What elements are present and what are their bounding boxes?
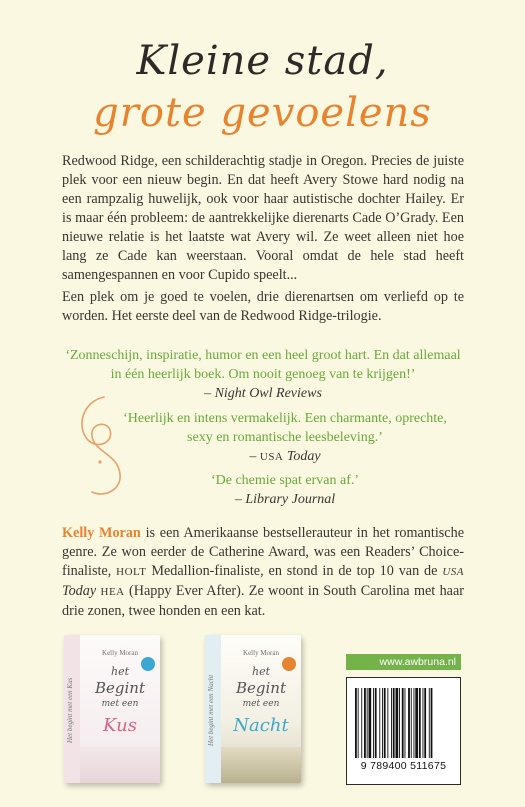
headline-line-2: grote gevoelens xyxy=(93,90,432,136)
barcode-bar xyxy=(355,688,357,758)
book-spine-title: Het begint met een Kus xyxy=(66,677,74,743)
blurb-paragraph-1: Redwood Ridge, een schilderachtig stadje in Oregon. Precies de juiste plek voor een nieuw begin. En dat heeft Avery Stowe hard nodig na een rampzalig huwelijk, ook voor haar autistische dochter Hailey. Er is maar één probleem: de aantrekkelijke dierenarts Cade O’Grady. Een nieuwe relatie is het laatste wat Avery wil. Ze weet alleen niet hoe lang ze Cade kan weerstaan. Vooral omdat de hele stad heeft samengespannen en voor Cupido speelt... xyxy=(62,153,464,283)
barcode-bar xyxy=(358,688,359,758)
isbn-number: 9 789400 511675 xyxy=(360,760,447,772)
barcode-bar xyxy=(411,688,412,758)
review-quote-text: ‘Heerlijk en intens vermakelijk. Een charmante, oprechte, sexy en romantische leesbeleving.’ xyxy=(123,411,447,445)
isbn-barcode xyxy=(346,677,461,785)
barcode-bar xyxy=(387,688,388,758)
barcode-bar xyxy=(431,688,433,758)
publisher-url[interactable]: www.awbruna.nl xyxy=(346,654,461,670)
author-bio: Kelly Moran is een Amerikaanse bestsellerauteur in het romantische genre. Ze won eerder de Catherine Award, was een Readers’ Choice-finaliste, HOLT Medallion-finaliste, en stond in de top 10 van de USA Today HEA (Happy Ever After). Ze woont in South Carolina met haar drie zonen, twee honden en een kat. xyxy=(62,525,465,619)
barcode-bar xyxy=(361,688,362,758)
review-quote-2 xyxy=(120,409,450,467)
book-author: Kelly Moran xyxy=(102,649,138,657)
headline-line-1: Kleine stad, xyxy=(136,38,389,84)
decorative-swirl-icon xyxy=(74,392,124,502)
blurb-paragraph-2: Een plek om je goed te voelen, drie dierenartsen om verliefd op te worden. Het eerste deel van de Redwood Ridge-trilogie. xyxy=(62,289,464,324)
barcode-bar xyxy=(373,688,374,758)
book-spine-title: Het begint met een Nacht xyxy=(207,674,215,746)
barcode-bar xyxy=(402,688,404,758)
review-quote-text: ‘De chemie spat ervan af.’ xyxy=(210,473,360,488)
cover-illustration xyxy=(221,747,301,783)
book-cover-nacht xyxy=(205,635,301,783)
book-cover-kus xyxy=(64,635,160,783)
barcode-bar xyxy=(384,688,386,758)
barcode-bar xyxy=(408,688,410,758)
book-spine xyxy=(205,635,221,783)
barcode-icon xyxy=(355,688,454,758)
barcode-bar xyxy=(393,688,395,758)
review-quote-source: – Night Owl Reviews xyxy=(204,386,322,401)
barcode-bar xyxy=(375,688,377,758)
barcode-bar xyxy=(415,688,418,758)
review-quote-3 xyxy=(120,471,450,509)
book-front: Kelly Moran het Begint met een Nacht xyxy=(221,635,301,783)
barcode-bar xyxy=(369,688,372,758)
book-spine xyxy=(64,635,80,783)
review-quote-text: ‘Zonneschijn, inspiratie, humor en een heel groot hart. En dat allemaal in één heerlijk boek. Om nooit genoeg van te krijgen!’ xyxy=(65,348,461,382)
barcode-bar xyxy=(367,688,368,758)
barcode-bar xyxy=(423,688,424,758)
barcode-bar xyxy=(399,688,400,758)
review-quote-source: – Library Journal xyxy=(234,492,336,507)
barcode-bar xyxy=(364,688,366,758)
book-author: Kelly Moran xyxy=(243,649,279,657)
barcode-bar xyxy=(391,688,392,758)
book-front: Kelly Moran het Begint met een Kus xyxy=(80,635,160,783)
barcode-bar xyxy=(396,688,399,758)
barcode-bar xyxy=(429,688,430,758)
author-name: Kelly Moran xyxy=(62,525,141,541)
cover-illustration xyxy=(80,747,160,783)
barcode-bar xyxy=(405,688,406,758)
barcode-bar xyxy=(382,688,383,758)
barcode-bar xyxy=(419,688,421,758)
barcode-bar xyxy=(379,688,380,758)
review-quote-source: – USA Today xyxy=(249,449,321,464)
barcode-bar xyxy=(424,688,426,758)
barcode-bar xyxy=(414,688,415,758)
